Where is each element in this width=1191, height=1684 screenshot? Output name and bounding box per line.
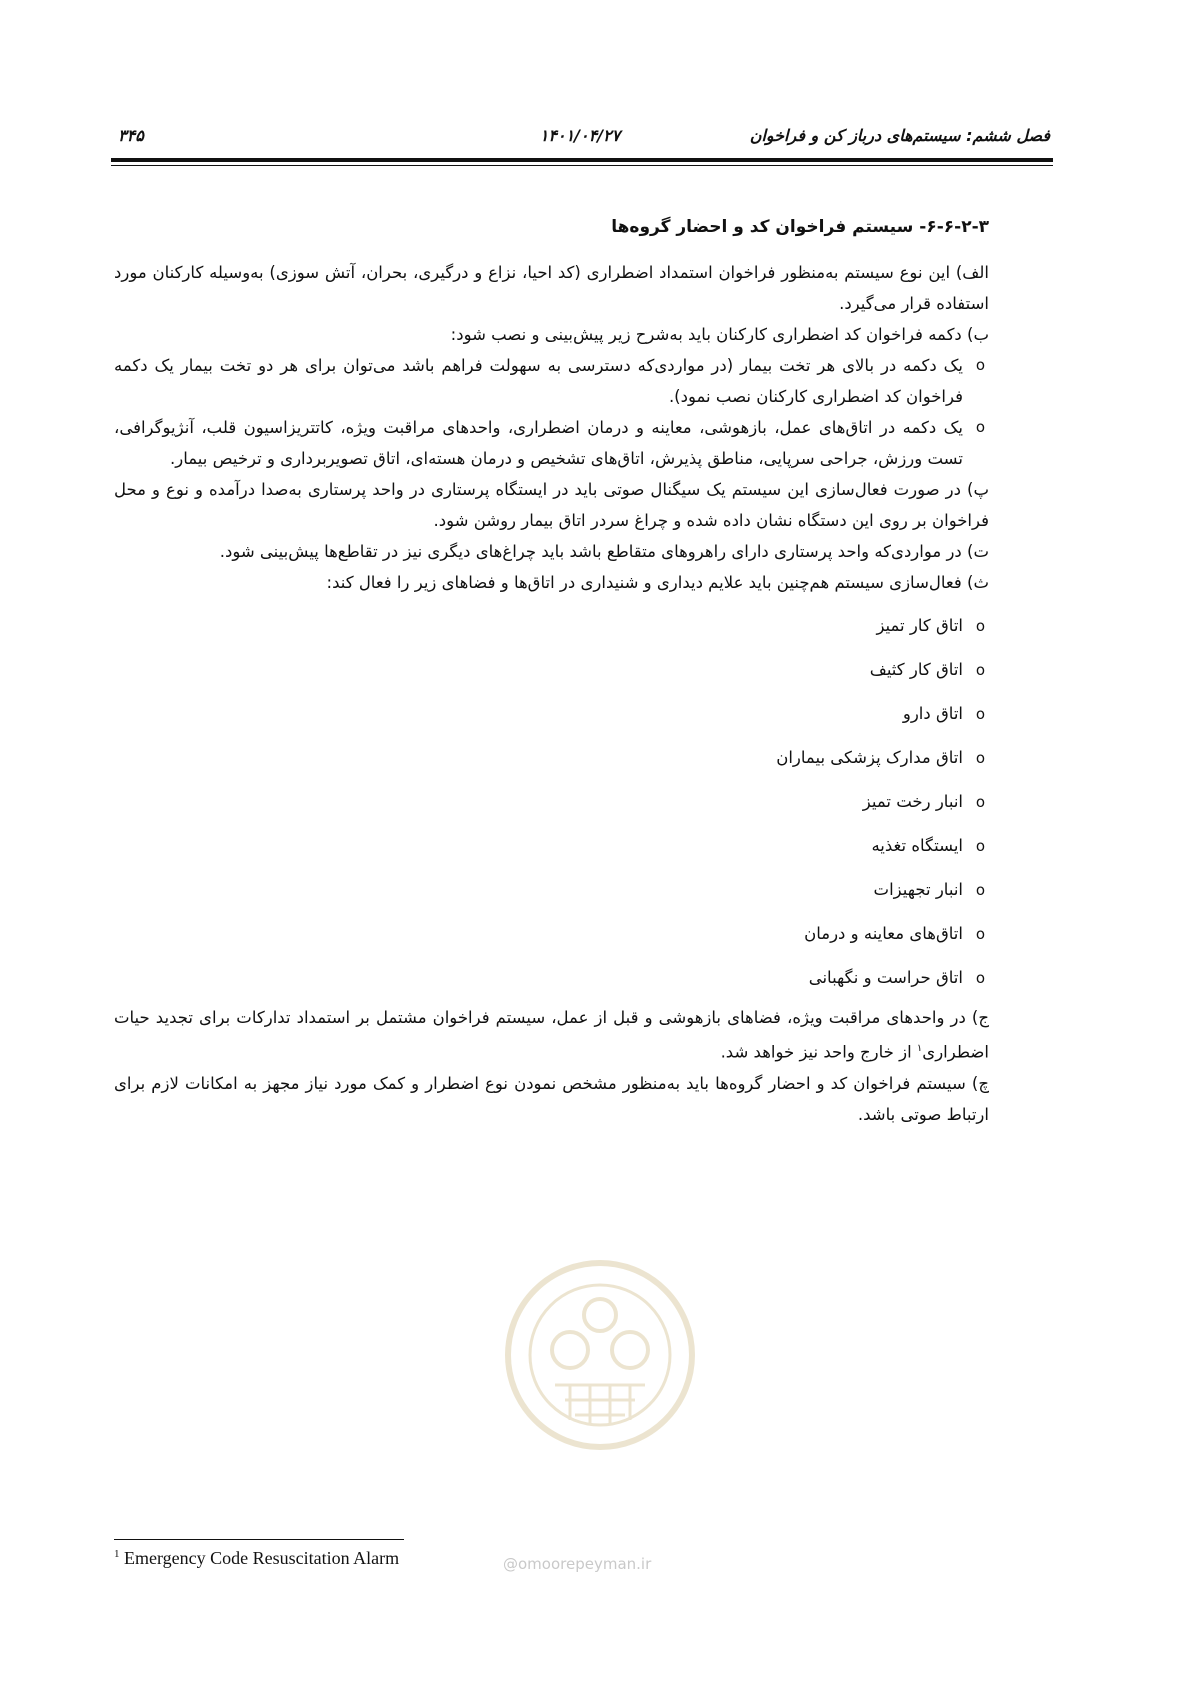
footnote-text: Emergency Code Resuscitation Alarm: [119, 1548, 400, 1568]
paragraph-che: چ) سیستم فراخوان کد و احضار گروه‌ها باید به‌منظور مشخص نمودن نوع اضطرار و کمک مورد نیاز مجهز به امکانات لازم برای ارتباط صوتی باشد.: [114, 1073, 989, 1124]
header-date: ۱۴۰۱/۰۴/۲۷: [539, 126, 621, 145]
section-heading: ۶-۶-۲-۳- سیستم فراخوان کد و احضار گروه‌ها: [611, 217, 989, 237]
paragraph-jim-text: ج) در واحدهای مراقبت ویژه، فضاهای بازهوشی و قبل از عمل، سیستم فراخوان مشتمل بر استمداد تدارکات برای تجدید حیات اضطراری: [114, 1008, 989, 1062]
list-item: o اتاق دارو: [114, 692, 989, 736]
list-item: o اتاق کار کثیف: [114, 648, 989, 692]
paragraph-be: ب) دکمه فراخوان کد اضطراری کارکنان باید به‌شرح زیر پیش‌بینی و نصب شود:: [450, 325, 989, 344]
footnote-marker: 1: [114, 1548, 120, 1560]
paragraph-alef: الف) این نوع سیستم به‌منظور فراخوان استمداد اضطراری (کد احیا، نزاع و درگیری، بحران، آتش سوزی) به‌وسیله کارکنان مورد استفاده قرار می‌گیرد.: [114, 263, 989, 313]
paragraph-pe: پ) در صورت فعال‌سازی این سیستم یک سیگنال صوتی باید در ایستگاه پرستاری در واحد پرستاری به‌صدا درآمده و نوع و محل فراخوان بر روی این دستگاه نشان داده شده و چراغ سردر اتاق بیمار روشن شود.: [114, 480, 989, 530]
watermark-url: @omoorepeyman.ir: [503, 1555, 652, 1573]
list-item: o انبار رخت تمیز: [114, 780, 989, 824]
footnote: [114, 1548, 399, 1569]
list-item: o اتاق حراست و نگهبانی: [114, 956, 989, 1000]
paragraph-jim-text-end: از خارج واحد نیز خواهد شد.: [720, 1042, 917, 1062]
bullet-room-button: o یک دکمه در اتاق‌های عمل، بازهوشی، معاینه و درمان اضطراری، واحدهای مراقبت ویژه، کاتتریزاسیون قلب، آنژیوگرافی، تست ورزش، جراحی سرپایی، مناطق پذیرش، اتاق‌های تشخیص و درمان هسته‌ای، اتاق تصویربرداری و ترخیص بیمار.: [114, 412, 989, 474]
header-rule-thick: [111, 158, 1053, 162]
list-item: o ایستگاه تغذیه: [114, 824, 989, 868]
list-item: o انبار تجهیزات: [114, 868, 989, 912]
chapter-title: فصل ششم: سیستم‌های درباز کن و فراخوان: [749, 126, 1050, 145]
list-item: o اتاق مدارک پزشکی بیماران: [114, 736, 989, 780]
paragraph-se: ث) فعال‌سازی سیستم هم‌چنین باید علایم دیداری و شنیداری در اتاق‌ها و فضاهای زیر را فعال کند:: [326, 573, 989, 592]
header-rule-thin: [111, 165, 1053, 166]
rooms-list: [114, 604, 989, 1000]
paragraph-te: ت) در مواردی‌که واحد پرستاری دارای راهروهای متقاطع باشد باید چراغ‌های دیگری نیز در تقاطع‌ها پیش‌بینی شود.: [219, 542, 989, 561]
footnote-rule: [114, 1539, 404, 1540]
bullet-bed-button: o یک دکمه در بالای هر تخت بیمار (در مواردی‌که دسترسی به سهولت فراهم باشد می‌توان برای هر دو تخت بیمار یک دکمه فراخوان کد اضطراری کارکنان نصب نمود).: [114, 350, 989, 412]
list-item: o اتاق کار تمیز: [114, 604, 989, 648]
page-number: ۳۴۵: [118, 126, 144, 145]
body-content: [114, 212, 989, 1130]
list-item: o اتاق‌های معاینه و درمان: [114, 912, 989, 956]
watermark-seal-icon: [500, 1255, 700, 1455]
paragraph-jim: [114, 1002, 989, 1068]
footnote-reference[interactable]: ۱: [916, 1043, 923, 1054]
